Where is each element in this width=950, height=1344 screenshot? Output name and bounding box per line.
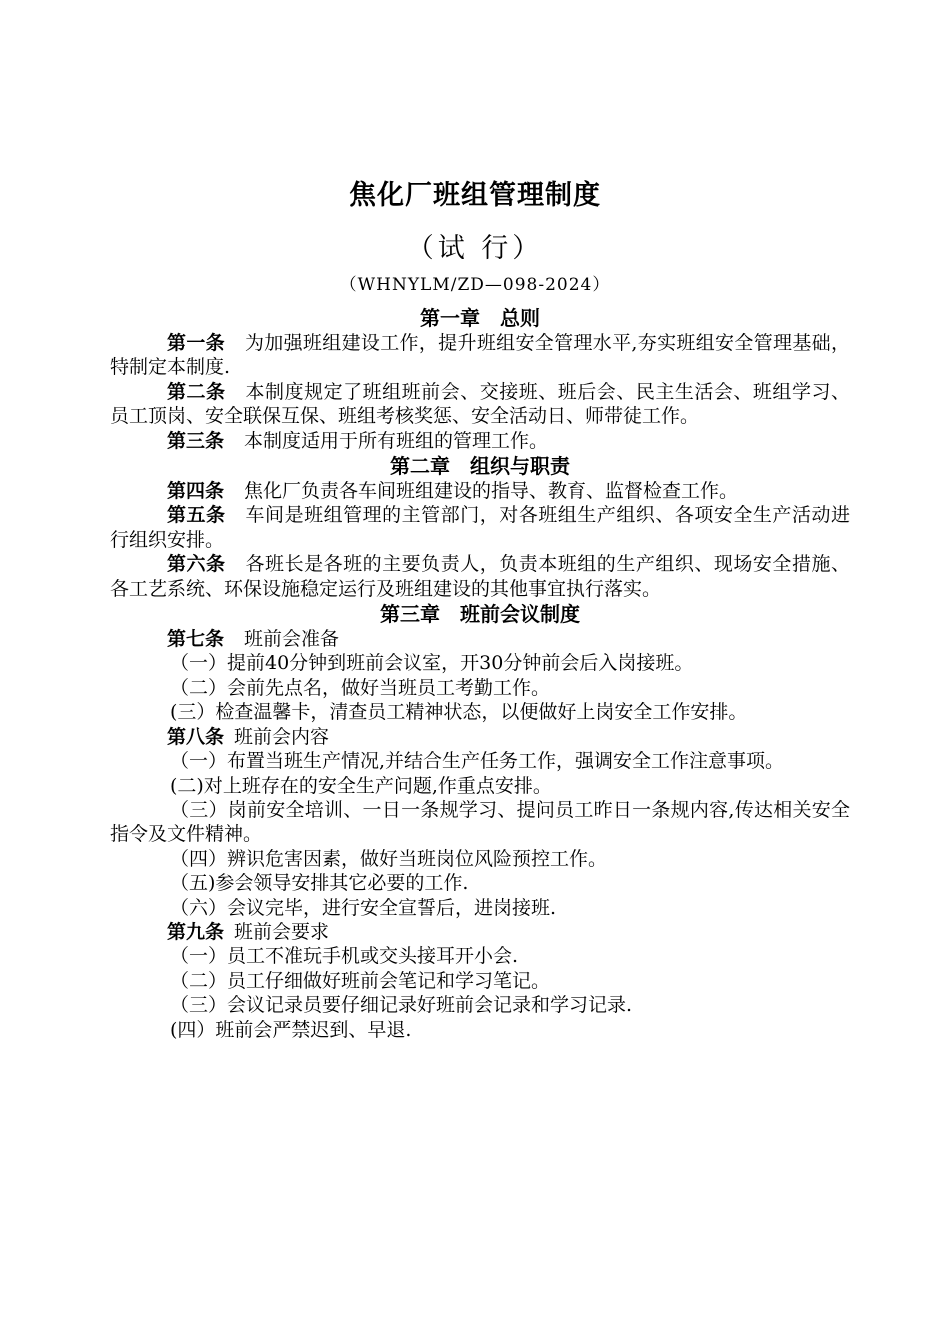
chapter-heading: 第二章 组织与职责 [390, 454, 570, 479]
article [110, 627, 850, 651]
article [110, 331, 850, 380]
list-item: (四）班前会严禁迟到、早退. [170, 1018, 412, 1041]
article [110, 479, 850, 503]
list-item: （五)参会领导安排其它必要的工作. [170, 872, 469, 895]
document-body [110, 305, 850, 1042]
article [110, 380, 850, 429]
list-item: （一）布置当班生产情况,并结合生产任务工作，强调安全工作注意事项。 [170, 750, 785, 773]
article-text: 各班长是各班的主要负责人，负责本班组的生产组织、现场安全措施、各工艺系统、环保设施稳定运行及班组建设的其他事宜执行落实。 [110, 553, 850, 600]
article-label: 第四条 [167, 480, 225, 503]
list-item: （一）员工不准玩手机或交头接耳开小会. [170, 945, 519, 968]
article-label: 第七条 [167, 628, 225, 651]
article [110, 552, 850, 601]
article-text: 车间是班组管理的主管部门，对各班组生产组织、各项安全生产活动进行组织安排。 [110, 504, 850, 551]
article-label: 第一条 [167, 332, 225, 354]
article-text: 班前会准备 [244, 628, 340, 651]
article [110, 503, 850, 552]
article-label: 第二条 [167, 380, 226, 403]
article-text: 本制度规定了班组班前会、交接班、班后会、民主生活会、班组学习、员工顶岗、安全联保互保、班组考核奖惩、安全活动日、师带徒工作。 [110, 380, 850, 428]
list-item: （二）会前先点名，做好当班员工考勤工作。 [170, 676, 551, 699]
article-text: 为加强班组建设工作，提升班组安全管理水平,夯实班组安全管理基础，特制定本制度. [110, 332, 850, 379]
chapter-heading: 第三章 班前会议制度 [380, 602, 580, 627]
document-subtitle: （试 行） [406, 233, 544, 264]
list-item: （三）会议记录员要仔细记录好班前会记录和学习记录. [170, 994, 633, 1017]
document-number: （WHNYLM/ZD—098-2024） [339, 275, 611, 295]
article-text: 班前会要求 [234, 920, 330, 943]
chapter-heading: 第一章 总则 [420, 306, 540, 330]
list-item: （一）提前40分钟到班前会议室，开30分钟前会后入岗接班。 [170, 652, 694, 675]
article-text: 班前会内容 [234, 725, 330, 748]
article [110, 429, 850, 453]
list-item: （二）员工仔细做好班前会笔记和学习笔记。 [170, 969, 551, 992]
article-label: 第五条 [167, 504, 226, 527]
article-label: 第六条 [167, 553, 226, 576]
article-label: 第三条 [167, 429, 225, 452]
article [110, 725, 850, 749]
article-label: 第九条 [167, 920, 225, 943]
list-item: (二)对上班存在的安全生产问题,作重点安排。 [170, 774, 552, 797]
document-title: 焦化厂班组管理制度 [349, 180, 601, 211]
article-text: 本制度适用于所有班组的管理工作。 [244, 429, 549, 452]
list-item: （六）会议完毕，进行安全宣誓后，进岗接班. [170, 896, 557, 919]
list-item: (三）检查温馨卡，清查员工精神状态，以便做好上岗安全工作安排。 [170, 701, 748, 724]
list-item: （三）岗前安全培训、一日一条规学习、提问员工昨日一条规内容,传达相关安全指令及文件精神。 [110, 798, 850, 846]
article-text: 焦化厂负责各车间班组建设的指导、教育、监督检查工作。 [244, 480, 739, 503]
list-item: （四）辨识危害因素，做好当班岗位风险预控工作。 [170, 847, 608, 870]
article [110, 920, 850, 944]
article-label: 第八条 [167, 725, 225, 748]
